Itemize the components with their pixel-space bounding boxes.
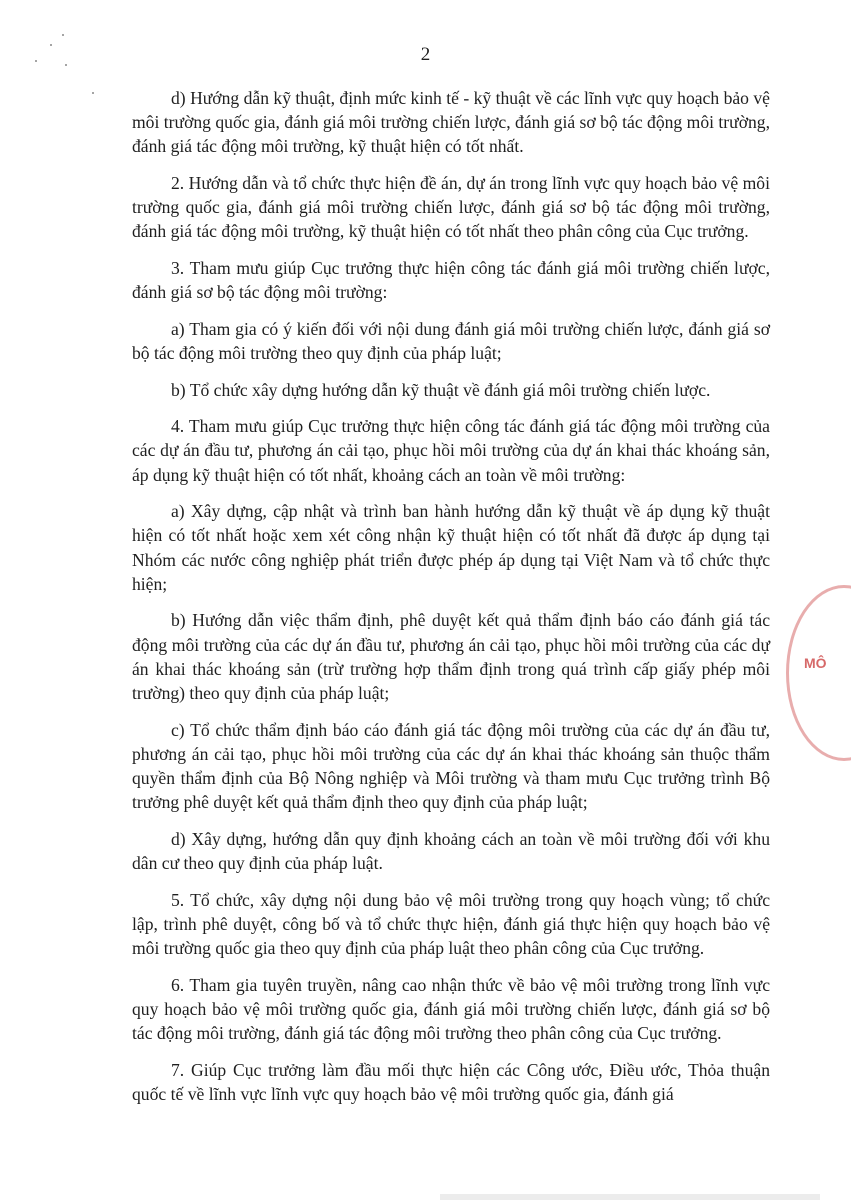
scan-bottom-edge	[440, 1194, 820, 1200]
stamp-text: MÔ	[804, 655, 827, 671]
paragraph: d) Xây dựng, hướng dẫn quy định khoảng cách an toàn về môi trường đối với khu dân cư theo quy định của pháp luật.	[132, 828, 770, 873]
paragraph: 3. Tham mưu giúp Cục trưởng thực hiện công tác đánh giá môi trường chiến lược, đánh giá sơ bộ tác động môi trường:	[132, 258, 770, 303]
paragraph: c) Tổ chức thẩm định báo cáo đánh giá tác động môi trường của các dự án đầu tư, phương án cải tạo, phục hồi môi trường của các dự án khai thác khoáng sản thuộc thẩm quyền thẩm định của Bộ Nông nghiệp và Môi trường và tham mưu Cục trưởng trình Bộ trưởng phê duyệt kết quả thẩm định theo quy định của pháp luật;	[132, 719, 770, 813]
paragraph: 5. Tổ chức, xây dựng nội dung bảo vệ môi trường trong quy hoạch vùng; tổ chức lập, trình phê duyệt, công bố và tổ chức thực hiện, đánh giá thực hiện quy hoạch bảo vệ môi trường quốc gia theo quy định của pháp luật theo phân công của Cục trưởng.	[132, 889, 770, 958]
paragraph: 6. Tham gia tuyên truyền, nâng cao nhận thức về bảo vệ môi trường trong lĩnh vực quy hoạch bảo vệ môi trường quốc gia, đánh giá môi trường chiến lược, đánh giá sơ bộ tác động môi trường, đánh giá tác động môi trường theo phân công của Cục trưởng.	[132, 974, 770, 1043]
paragraph: a) Xây dựng, cập nhật và trình ban hành hướng dẫn kỹ thuật về áp dụng kỹ thuật hiện có tốt nhất hoặc xem xét công nhận kỹ thuật hiện có tốt nhất đã được áp dụng tại Nhóm các nước công nghiệp phát triển được phép áp dụng tại Việt Nam và tổ chức thực hiện;	[132, 501, 770, 594]
paragraph: 4. Tham mưu giúp Cục trưởng thực hiện công tác đánh giá tác động môi trường của các dự án đầu tư, phương án cải tạo, phục hồi môi trường của dự án khai thác khoáng sản, áp dụng kỹ thuật hiện có tốt nhất, khoảng cách an toàn về môi trường:	[132, 416, 770, 485]
paragraph: 2. Hướng dẫn và tổ chức thực hiện đề án, dự án trong lĩnh vực quy hoạch bảo vệ môi trường quốc gia, đánh giá môi trường chiến lược, đánh giá sơ bộ tác động môi trường, đánh giá tác động môi trường, kỹ thuật hiện có tốt nhất theo phân công của Cục trưởng.	[132, 173, 770, 242]
document-body	[132, 86, 770, 1118]
stamp-ring	[786, 585, 851, 761]
paragraph: b) Hướng dẫn việc thẩm định, phê duyệt kết quả thẩm định báo cáo đánh giá tác động môi trường của các dự án đầu tư, phương án cải tạo, phục hồi môi trường của các dự án khai thác khoáng sản (trừ trường hợp thẩm định trong quá trình cấp giấy phép môi trường) theo quy định của pháp luật;	[132, 610, 770, 703]
page-number: 2	[420, 44, 431, 65]
paragraph: d) Hướng dẫn kỹ thuật, định mức kinh tế - kỹ thuật về các lĩnh vực quy hoạch bảo vệ môi trường quốc gia, đánh giá môi trường chiến lược, đánh giá sơ bộ tác động môi trường, đánh giá tác động môi trường, kỹ thuật hiện có tốt nhất.	[132, 88, 770, 157]
paragraph: 7. Giúp Cục trưởng làm đầu mối thực hiện các Công ước, Điều ước, Thỏa thuận quốc tế về lĩnh vực lĩnh vực quy hoạch bảo vệ môi trường quốc gia, đánh giá	[132, 1059, 770, 1104]
paragraph: b) Tổ chức xây dựng hướng dẫn kỹ thuật về đánh giá môi trường chiến lược.	[171, 379, 711, 400]
paragraph: a) Tham gia có ý kiến đối với nội dung đánh giá môi trường chiến lược, đánh giá sơ bộ tác động môi trường theo quy định của pháp luật;	[132, 318, 770, 363]
stamp-seal	[786, 585, 851, 755]
